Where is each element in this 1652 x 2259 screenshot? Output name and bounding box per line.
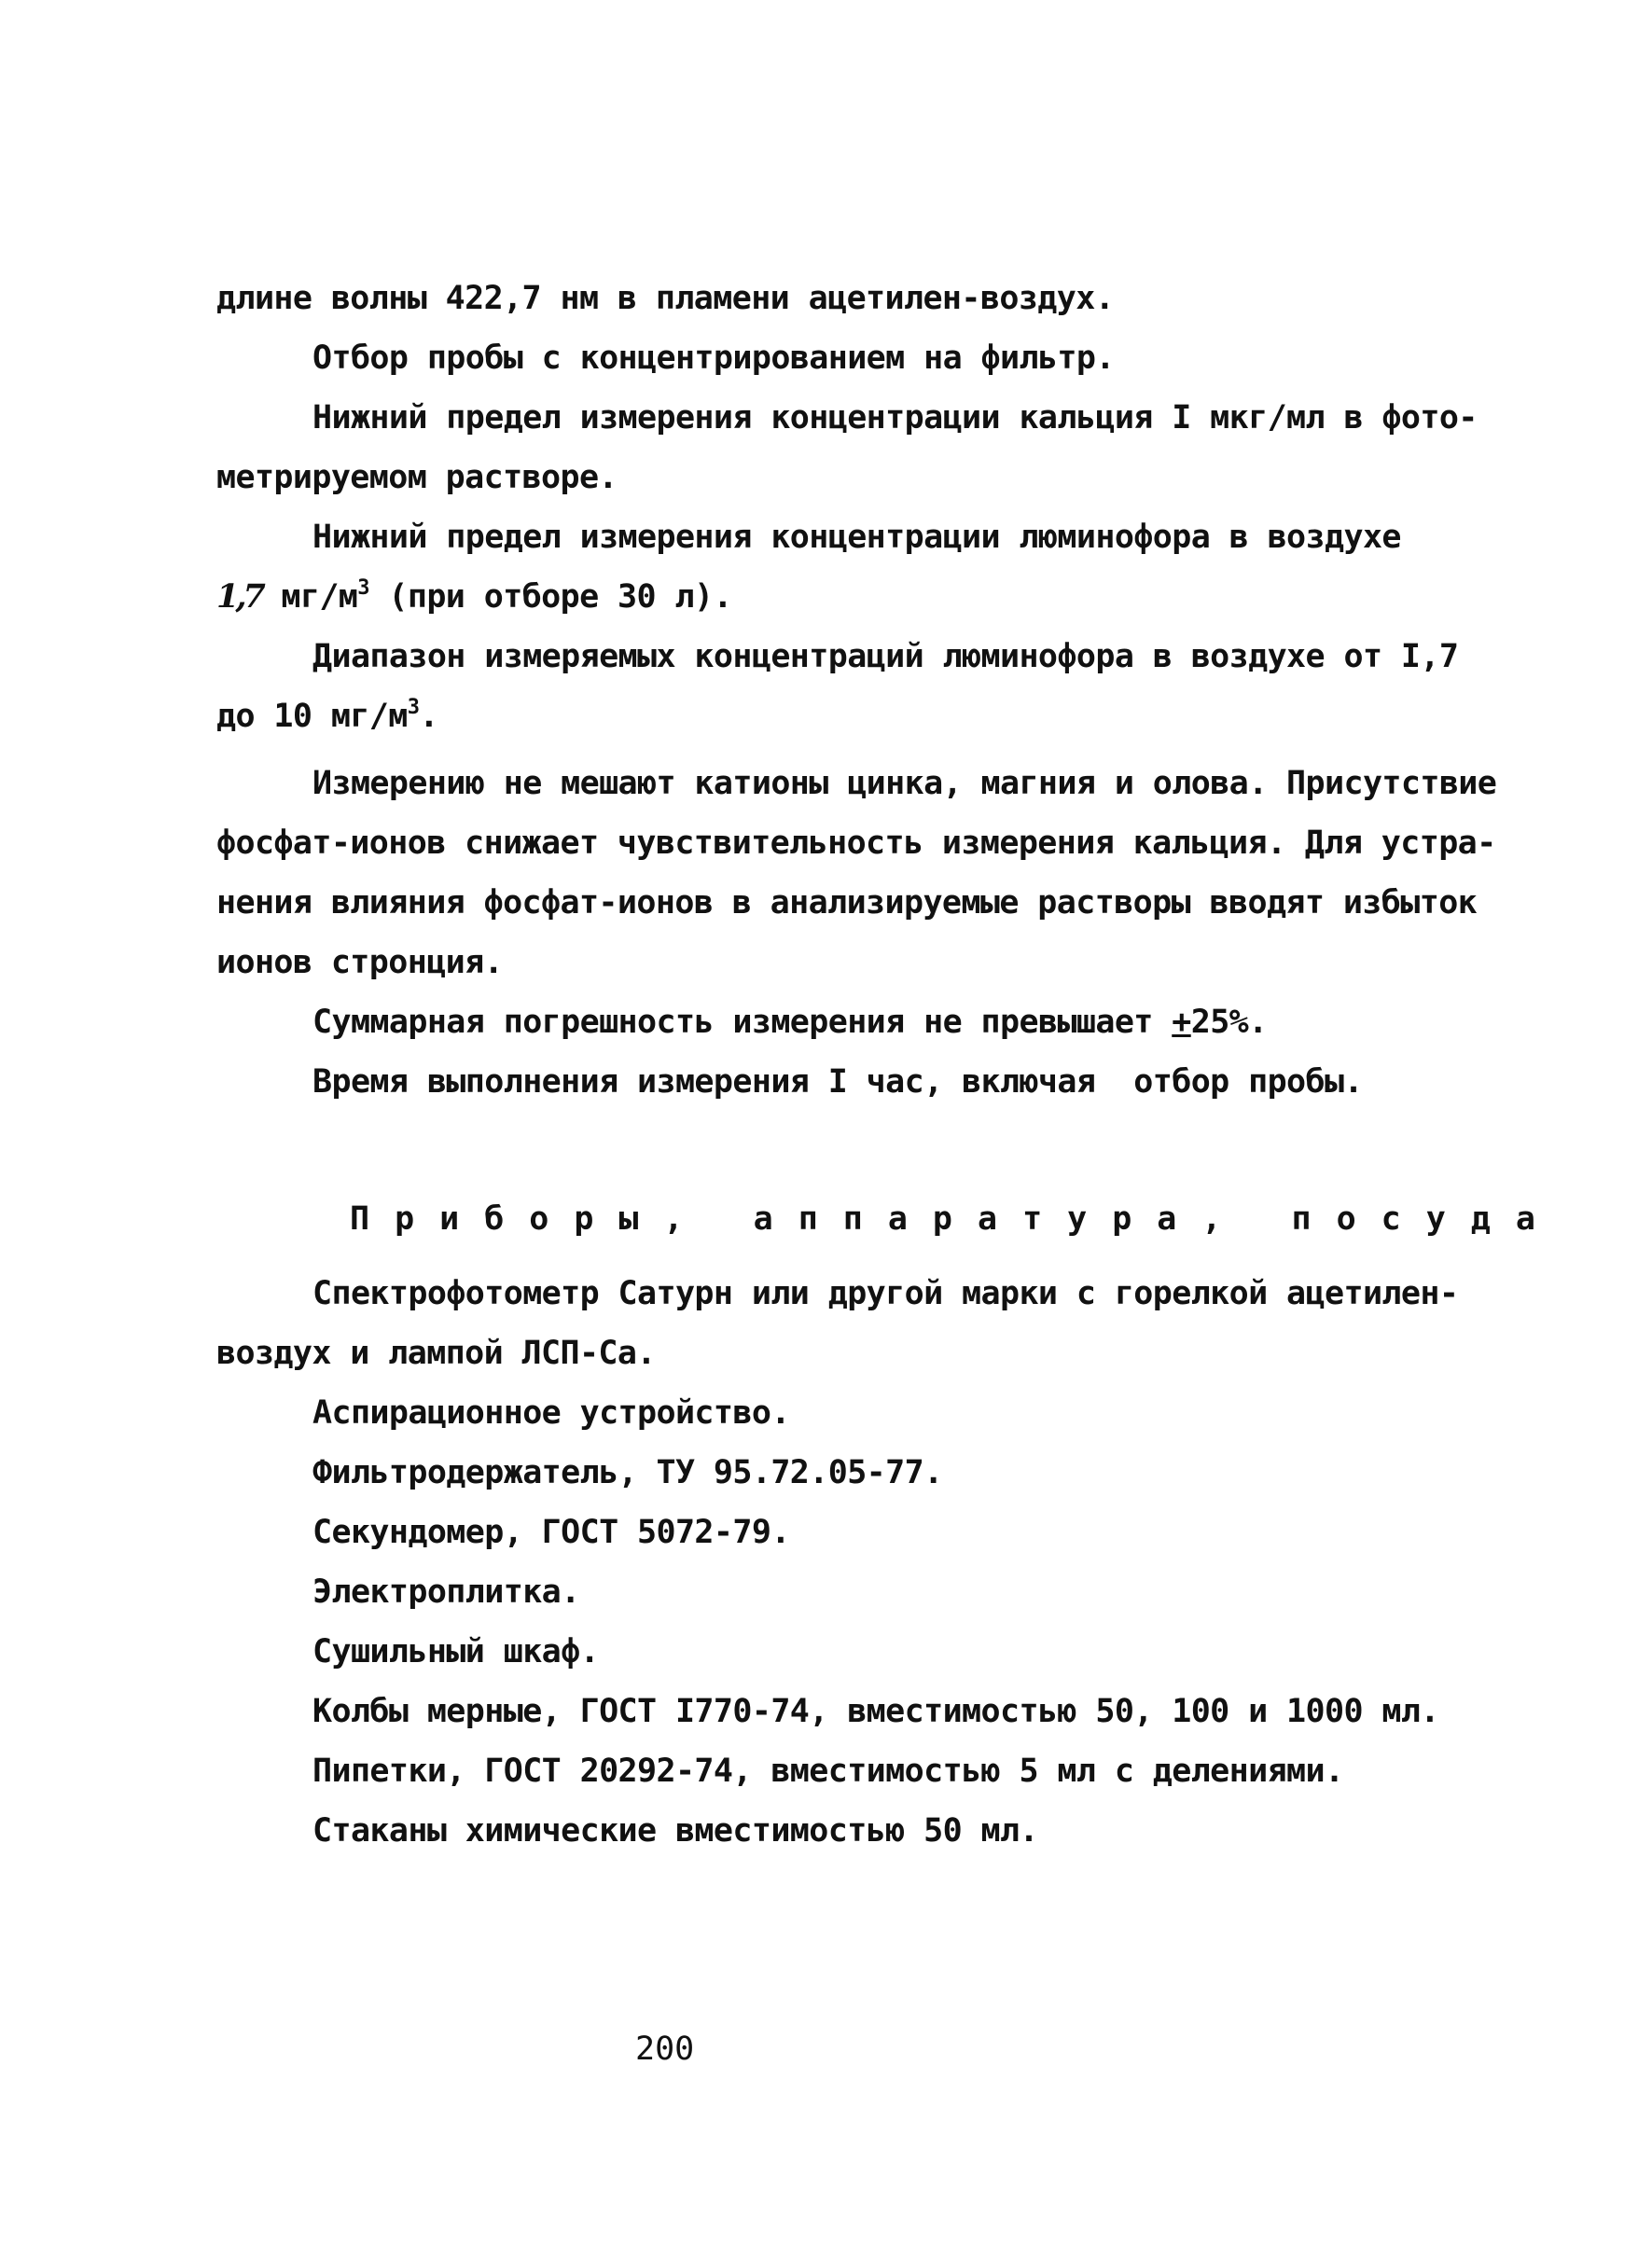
text-line: нения влияния фосфат-ионов в анализируемые растворы вводят избыток bbox=[216, 884, 1478, 922]
section-heading: Приборы, аппаратура, посуда bbox=[350, 1200, 1561, 1238]
text-line: фосфат-ионов снижает чувствительность измерения кальция. Для устра- bbox=[216, 825, 1496, 862]
unit-exponent: 3 bbox=[407, 696, 420, 719]
list-item: Секундомер, ГОСТ 5072-79. bbox=[312, 1514, 790, 1551]
list-item: Пипетки, ГОСТ 20292-74, вместимостью 5 мл с делениями. bbox=[312, 1753, 1344, 1790]
text-line: Измерению не мешают катионы цинка, магния и олова. Присутствие bbox=[312, 765, 1497, 802]
unit-exponent: 3 bbox=[357, 576, 369, 600]
list-item: Электроплитка. bbox=[312, 1573, 580, 1611]
plus-minus-sign: + bbox=[1172, 1004, 1191, 1041]
text-line: Отбор пробы с концентрированием на фильтр. bbox=[312, 340, 1115, 377]
unit: мг/м bbox=[261, 578, 358, 616]
list-item: Стаканы химические вместимостью 50 мл. bbox=[312, 1812, 1038, 1850]
text-line bbox=[216, 576, 732, 617]
text-span: 25%. bbox=[1190, 1004, 1268, 1041]
text-line: длине волны 422,7 нм в пламени ацетилен-воздух. bbox=[216, 280, 1115, 317]
text-span: до 10 мг/м bbox=[216, 698, 408, 735]
text-line: Время выполнения измерения I час, включая отбор пробы. bbox=[312, 1063, 1363, 1101]
list-item: Сушильный шкаф. bbox=[312, 1633, 600, 1670]
list-item: Колбы мерные, ГОСТ I770-74, вместимостью 50, 100 и 1000 мл. bbox=[312, 1693, 1439, 1730]
text-line: Нижний предел измерения концентрации люминофора в воздухе bbox=[312, 519, 1401, 556]
text-line: Нижний предел измерения концентрации кальция I мкг/мл в фото- bbox=[312, 399, 1478, 437]
list-item: Аспирационное устройство. bbox=[312, 1394, 790, 1432]
text-line: ионов стронция. bbox=[216, 944, 504, 981]
text-span: . bbox=[419, 698, 438, 735]
list-item: Спектрофотометр Сатурн или другой марки с горелкой ацетилен- bbox=[312, 1275, 1459, 1312]
list-item: воздух и лампой ЛСП-Са. bbox=[216, 1335, 656, 1372]
text-line bbox=[312, 1002, 1268, 1043]
handwritten-value: 1,7 bbox=[216, 577, 262, 616]
page-number: 200 bbox=[635, 2030, 695, 2068]
text-span: Суммарная погрешность измерения не превышает bbox=[312, 1004, 1173, 1041]
list-item: Фильтродержатель, ТУ 95.72.05-77. bbox=[312, 1454, 943, 1491]
text-line bbox=[216, 696, 438, 737]
text-span: (при отборе 30 л). bbox=[368, 578, 732, 616]
text-line: Диапазон измеряемых концентраций люминофора в воздухе от I,7 bbox=[312, 638, 1459, 675]
text-line: метрируемом растворе. bbox=[216, 459, 618, 496]
